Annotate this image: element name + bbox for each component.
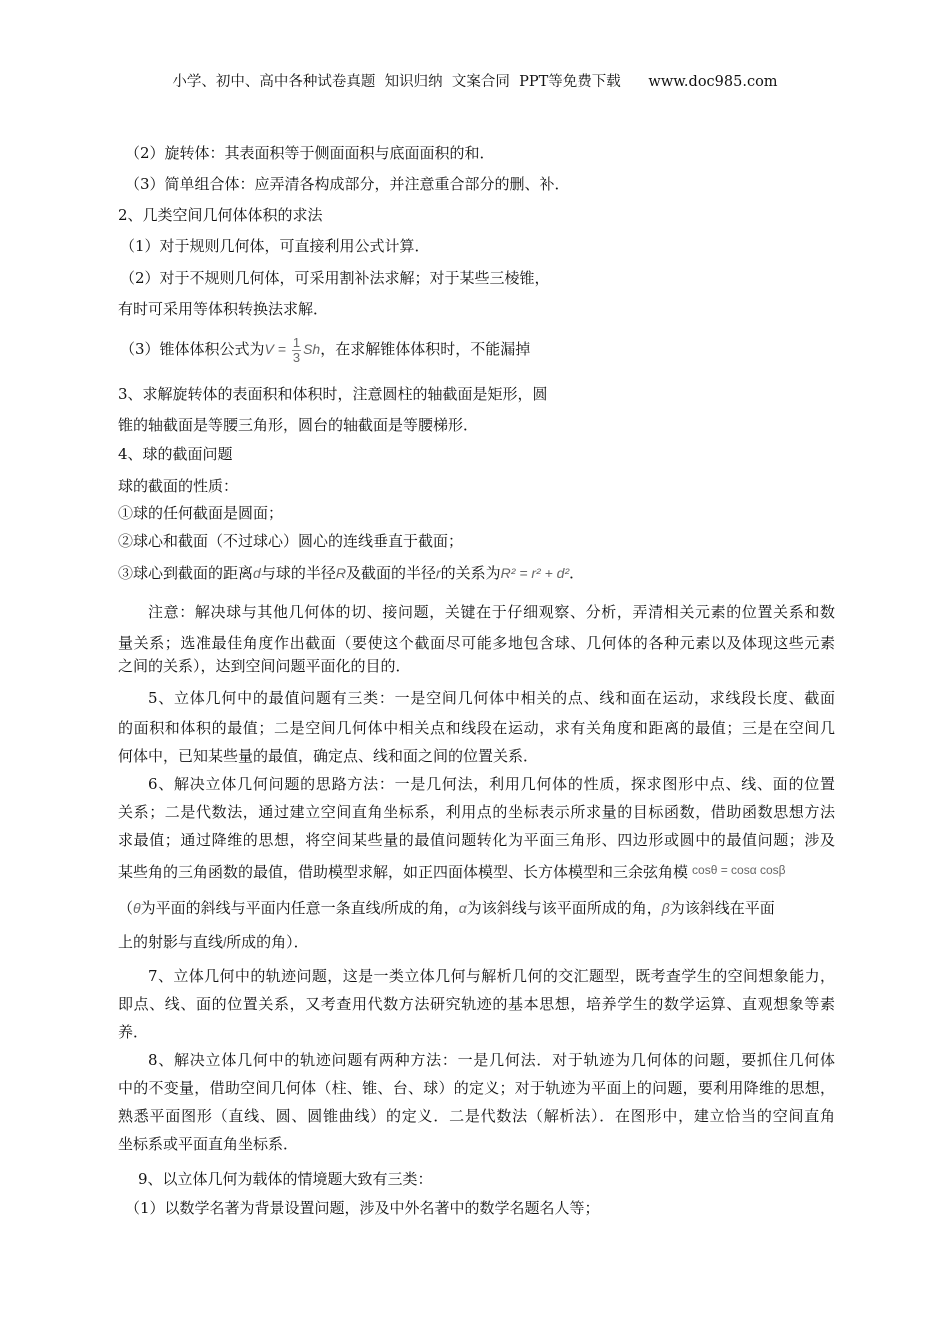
- text-line: 球的截面的性质：: [118, 477, 239, 495]
- formula: R² = r² + d²: [500, 565, 570, 581]
- paragraph-line: [118, 932, 309, 952]
- math-alpha: α: [458, 900, 467, 916]
- text: （: [118, 899, 134, 917]
- math-R: R: [335, 565, 346, 581]
- text: （3）锥体体积公式为: [120, 340, 265, 358]
- paragraph-line: 6、解决立体几何问题的思路方法：一是几何法，利用几何体的性质，探求图形中点、线、面的位置: [148, 775, 835, 793]
- text-line: ①球的任何截面是圆面；: [118, 504, 284, 522]
- text-line: （1）以数学名著为背景设置问题，涉及中外名著中的数学名题名人等；: [125, 1199, 600, 1217]
- paragraph-line: [118, 860, 786, 882]
- section-heading: 9、以立体几何为载体的情境题大致有三类：: [138, 1170, 433, 1188]
- paragraph-line: 之间的关系），达到空间问题平面化的目的．: [118, 657, 411, 675]
- text: ．: [569, 564, 585, 582]
- paragraph-line: 的面积和体积的最值；二是空间几何体中相关点和线段在运动，求有关角度和距离的最值；三是在空间几: [118, 719, 835, 737]
- paragraph-line: 注意：解决球与其他几何体的切、接问题，关键在于仔细观察、分析，弄清相关元素的位置关系和数: [148, 603, 835, 621]
- math-beta: β: [661, 900, 670, 916]
- paragraph-line: [118, 898, 775, 918]
- text-line: （2）对于不规则几何体，可采用割补法求解；对于某些三棱锥，: [120, 269, 550, 287]
- paragraph-line: 即点、线、面的位置关系，又考查用代数方法研究轨迹的基本思想，培养学生的数学运算、直观想象等素: [118, 995, 835, 1013]
- text: 与球的半径: [260, 564, 336, 582]
- text: ，在求解锥体体积时，不能漏掉: [320, 340, 531, 358]
- denominator: 3: [292, 349, 301, 365]
- formula: Sh: [303, 341, 321, 357]
- math-theta: θ: [133, 900, 141, 916]
- text: 及截面的半径: [345, 564, 436, 582]
- text: 上的射影与直线: [118, 933, 224, 951]
- text: 为平面的斜线与平面内任意一条直线: [140, 899, 381, 917]
- section-heading: 3、求解旋转体的表面积和体积时，注意圆柱的轴截面是矩形，圆: [118, 385, 548, 403]
- text: ③球心到截面的距离: [118, 564, 254, 582]
- paragraph-line: 养．: [118, 1023, 149, 1041]
- paragraph-line: 求最值；通过降维的思想，将空间某些量的最值问题转化为平面三角形、四边形或圆中的最值问题；涉及: [118, 831, 835, 849]
- paragraph-line: 何体中，已知某些量的最值，确定点、线和面之间的位置关系．: [118, 747, 539, 765]
- text: 所成的角）．: [226, 933, 309, 951]
- math-l: l: [380, 900, 384, 916]
- paragraph-line: 坐标系或平面直角坐标系．: [118, 1135, 299, 1153]
- cone-volume-line: [120, 332, 530, 366]
- paragraph-line: 关系；二是代数法，通过建立空间直角坐标系，利用点的坐标表示所求量的目标函数，借助函数思想方法: [118, 803, 835, 821]
- math-r: r: [435, 565, 441, 581]
- paragraph-line: 中的不变量，借助空间几何体（柱、锥、台、球）的定义；对于轨迹为平面上的问题，要利用降维的思想，: [118, 1079, 835, 1097]
- numerator: 1: [292, 334, 301, 350]
- formula: V =: [264, 341, 290, 357]
- text-line: （2）旋转体：其表面积等于侧面面积与底面面积的和．: [125, 144, 495, 162]
- text-line: 有时可采用等体积转换法求解．: [118, 300, 329, 318]
- text: 为该斜线与该平面所成的角，: [466, 899, 662, 917]
- paragraph-line: 7、立体几何中的轨迹问题，这是一类立体几何与解析几何的交汇题型，既考查学生的空间想象能力，: [148, 967, 835, 985]
- math-l: l: [223, 934, 227, 950]
- paragraph-line: 量关系；选准最佳角度作出截面（要使这个截面尽可能多地包含球、几何体的各种元素以及体现这些元素: [118, 634, 835, 652]
- text-line: （1）对于规则几何体，可直接利用公式计算．: [120, 237, 430, 255]
- text-line: 锥的轴截面是等腰三角形，圆台的轴截面是等腰梯形．: [118, 416, 479, 434]
- text: 的关系为: [440, 564, 501, 582]
- math-d: d: [253, 565, 261, 581]
- paragraph-line: 8、解决立体几何中的轨迹问题有两种方法：一是几何法．对于轨迹为几何体的问题，要抓住几何体: [148, 1051, 835, 1069]
- text-line: ②球心和截面（不过球心）圆心的连线垂直于截面；: [118, 532, 464, 550]
- paragraph-line: 熟悉平面图形（直线、圆、圆锥曲线）的定义．二是代数法（解析法）．在图形中，建立恰当的空间直角: [118, 1107, 835, 1125]
- sphere-relation-line: [118, 563, 584, 583]
- three-cosine-formula: cosθ = cosα cosβ: [692, 863, 786, 877]
- section-heading: 4、球的截面问题: [118, 445, 233, 463]
- page-header: 小学、初中、高中各种试卷真题 知识归纳 文案合同 PPT等免费下载 www.doc985.com: [172, 74, 778, 90]
- section-heading: 2、几类空间几何体体积的求法: [118, 206, 323, 224]
- text-line: （3）简单组合体：应弄清各构成部分，并注意重合部分的删、补．: [125, 175, 570, 193]
- text: 某些角的三角函数的最值，借助模型求解，如正四面体模型、长方体模型和三余弦角模: [118, 863, 689, 881]
- fraction: [292, 336, 301, 365]
- text: 为该斜线在平面: [669, 899, 775, 917]
- text: 所成的角，: [383, 899, 459, 917]
- paragraph-line: 5、立体几何中的最值问题有三类：一是空间几何体中相关的点、线和面在运动，求线段长度、截面: [148, 689, 835, 707]
